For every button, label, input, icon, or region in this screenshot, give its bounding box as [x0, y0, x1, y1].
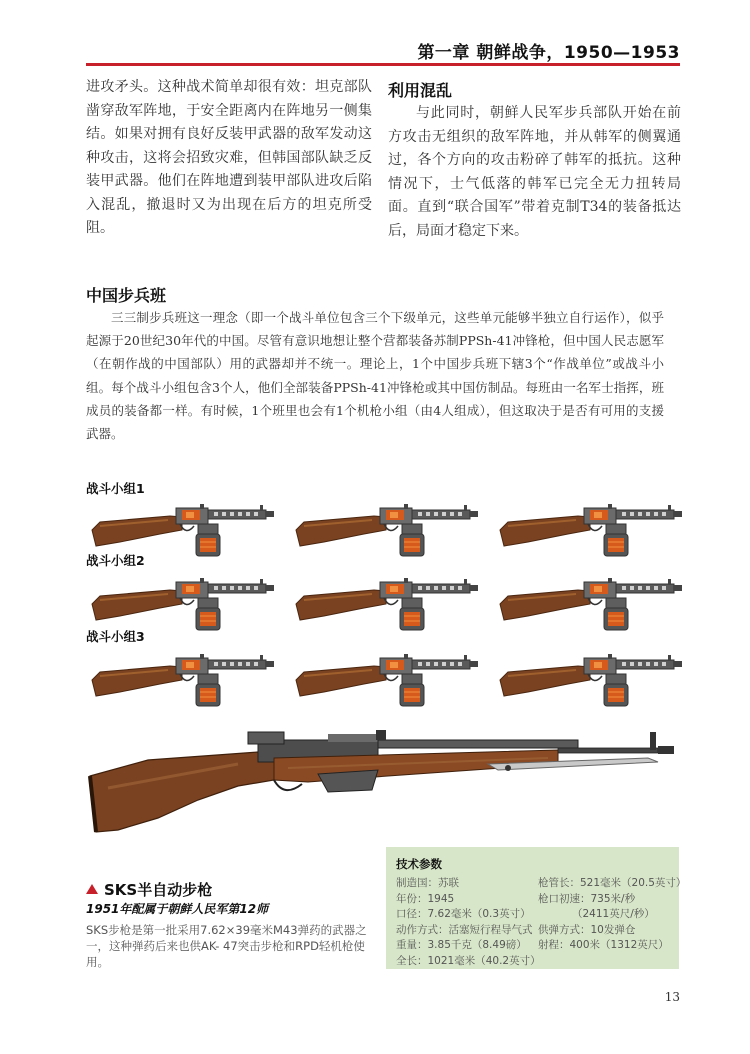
right-column-heading: 利用混乱 [388, 81, 453, 100]
ppsh41-illustration [498, 646, 684, 708]
caption-title-text: SKS半自动步枪 [104, 881, 213, 899]
left-column-text: 进攻矛头。这种战术简单却很有效：坦克部队凿穿敌军阵地，于安全距离内在阵地另一侧集结。如果对拥有良好反装甲武器的敌军发动这种攻击，这将会招致灾难，但韩国部队缺乏反装甲武器。他们在阵地遭到装甲部队进攻后陷入混乱，撤退时又为出现在后方的坦克所受阻。 [86, 79, 372, 236]
ppsh41-illustration [498, 496, 684, 558]
spec-row: 供弹方式：10发弹仓 [538, 923, 636, 936]
squad-section-heading: 中国步兵班 [86, 286, 167, 305]
ppsh41-illustration [90, 646, 276, 708]
spec-row: 口径：7.62毫米（0.3英寸） [396, 908, 531, 921]
triangle-icon [86, 884, 98, 894]
caption-subtitle: 1951年配属于朝鲜人民军第12师 [86, 902, 269, 916]
ppsh41-illustration [90, 496, 276, 558]
sks-rifle-illustration [88, 718, 676, 836]
spec-row: 全长：1021毫米（40.2英寸） [396, 954, 541, 967]
spec-row: 射程：400米（1312英尺） [538, 939, 669, 952]
spec-row: 枪管长：521毫米（20.5英寸） [538, 877, 687, 889]
ppsh41-illustration [294, 570, 480, 632]
team-label-2: 战斗小组2 [86, 553, 145, 568]
spec-left-column [396, 876, 541, 970]
spec-row: 制造国：苏联 [396, 877, 459, 889]
spec-row: （2411英尺/秒） [572, 908, 655, 921]
spec-row: 重量：3.85千克（8.49磅） [396, 939, 527, 952]
caption-description: SKS步枪是第一批采用7.62×39毫米M43弹药的武器之一，这种弹药后来也供AK- 47突击步枪和RPD轻机枪使用。 [86, 923, 367, 969]
ppsh41-illustration [90, 570, 276, 632]
chapter-title: 第一章 朝鲜战争，1950—1953 [417, 43, 680, 63]
spec-row: 动作方式：活塞短行程导气式 [396, 923, 533, 936]
page-number: 13 [664, 990, 680, 1004]
ppsh41-illustration [498, 570, 684, 632]
team-label-3: 战斗小组3 [86, 629, 145, 644]
spec-row: 枪口初速：735米/秒 [538, 892, 636, 905]
right-column-text: 与此同时，朝鲜人民军步兵部队开始在前方攻击无组织的敌军阵地，并从韩军的侧翼通过，各个方向的攻击粉碎了韩军的抵抗。这种情况下，士气低落的韩军已完全无力扭转局面。直到“联合国军”带着克制T34的装备抵达后，局面才稳定下来。 [388, 105, 681, 239]
spec-right-column [538, 876, 686, 954]
spec-title: 技术参数 [396, 857, 442, 871]
squad-section-text: 三三制步兵班这一理念（即一个战斗单位包含三个下级单元，这些单元能够半独立自行运作），似乎起源于20世纪30年代的中国。尽管有意识地想让整个营都装备苏制PPSh-41冲锋枪，但中国人民志愿军（在朝作战的中国部队）用的武器却并不统一。理论上，1个中国步兵班下辖3个“作战单位”或战斗小组。每个战斗小组包含3个人，他们全部装备PPSh-41冲锋枪或其中国仿制品。每班由一名军士指挥，班成员的装备都一样。有时候，1个班里也会有1个机枪小组（由4人组成），但这取决于是否有可用的支援武器。 [86, 310, 664, 442]
ppsh41-illustration [294, 646, 480, 708]
caption-title [86, 879, 212, 900]
header-rule [86, 63, 680, 66]
ppsh41-illustration [294, 496, 480, 558]
spec-box [386, 847, 687, 969]
team-label-1: 战斗小组1 [86, 481, 145, 496]
spec-row: 年份：1945 [396, 892, 455, 905]
